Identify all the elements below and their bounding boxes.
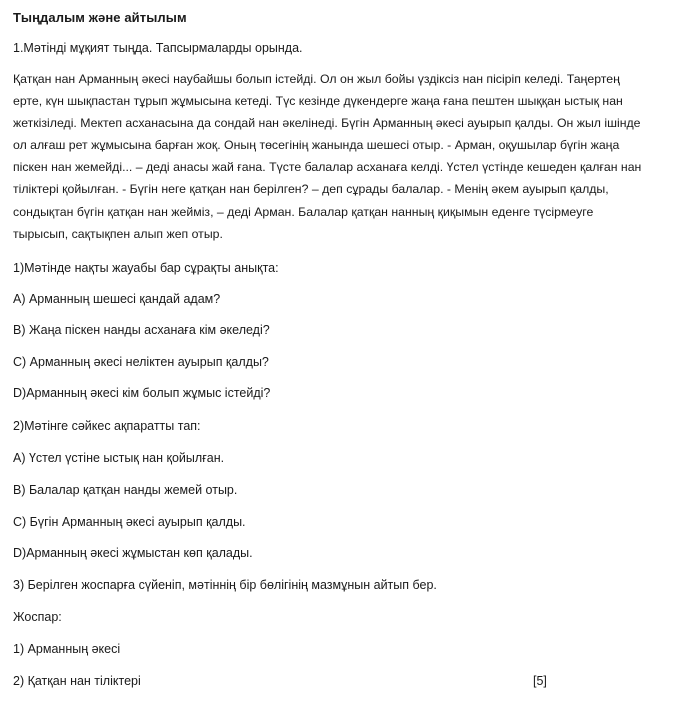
text-line: ерте, күн шықпастан тұрып жұмысына кетеді. Түс кезінде дүкендерге жаңа ғана пештен шыққан ыстық нан xyxy=(13,94,623,109)
plan-item-2: 2) Қатқан нан тіліктері xyxy=(13,674,141,688)
question-1-option-b: B) Жаңа піскен нанды асханаға кім әкеледі? xyxy=(13,323,270,337)
question-1-prompt: 1)Мәтінде нақты жауабы бар сұрақты анықта: xyxy=(13,261,279,275)
question-2-option-b: B) Балалар қатқан нанды жемей отыр. xyxy=(13,483,238,497)
text-line: ол алғаш рет жұмысына барған жоқ. Оның төсегінің жанында шешесі отыр. - Арман, оқушылар бүгін жаңа xyxy=(13,138,620,153)
plan-label: Жоспар: xyxy=(13,610,62,624)
question-2-option-d: D)Арманның әкесі жұмыстан көп қалады. xyxy=(13,546,253,560)
page-title: Тыңдалым және айтылым xyxy=(13,10,187,25)
text-line: піскен нан жемейді... – деді анасы жай ғана. Түсте балалар асханаға келді. Үстел үстінде кешеден қалған нан xyxy=(13,160,642,175)
question-3-prompt: 3) Берілген жоспарға сүйеніп, мәтіннің бір бөлігінің мазмұнын айтып бер. xyxy=(13,578,437,592)
question-1-option-a: A) Арманның шешесі қандай адам? xyxy=(13,292,221,306)
question-1-option-c: C) Арманның әкесі неліктен ауырып қалды? xyxy=(13,355,269,369)
question-2-option-c: C) Бүгін Арманның әкесі ауырып қалды. xyxy=(13,515,246,529)
text-line: сондықтан бүгін қатқан нан жейміз, – деді Арман. Балалар қатқан нанның қиқымын еденге түсірмеуге xyxy=(13,204,594,219)
text-line: тырысып, сақтықпен алып жеп отыр. xyxy=(13,226,223,241)
text-line: тіліктері қойылған. - Бүгін неге қатқан нан берілген? – деп сұрады балалар. - Менің әкем ауырып қалды, xyxy=(13,182,609,197)
plan-item-1: 1) Арманның әкесі xyxy=(13,642,121,656)
question-1-option-d: D)Арманның әкесі кім болып жұмыс істейді? xyxy=(13,386,271,400)
question-2-option-a: A) Үстел үстіне ыстық нан қойылған. xyxy=(13,451,225,465)
reading-text xyxy=(13,68,673,245)
text-line: Қатқан нан Арманның әкесі наубайшы болып істейді. Ол он жыл бойы үздіксіз нан пісіріп келеді. Таңертең xyxy=(13,72,620,86)
task-instruction: 1.Мәтінді мұқият тыңда. Тапсырмаларды орында. xyxy=(13,41,303,55)
question-2-prompt: 2)Мәтінге сәйкес ақпаратты тап: xyxy=(13,419,201,433)
text-line: жеткізіледі. Мектеп асханасына да сондай нан әкелінеді. Бүгін Арманның әкесі ауырып қалды. Он жыл ішінде xyxy=(13,116,641,131)
score-mark: [5] xyxy=(533,674,547,688)
